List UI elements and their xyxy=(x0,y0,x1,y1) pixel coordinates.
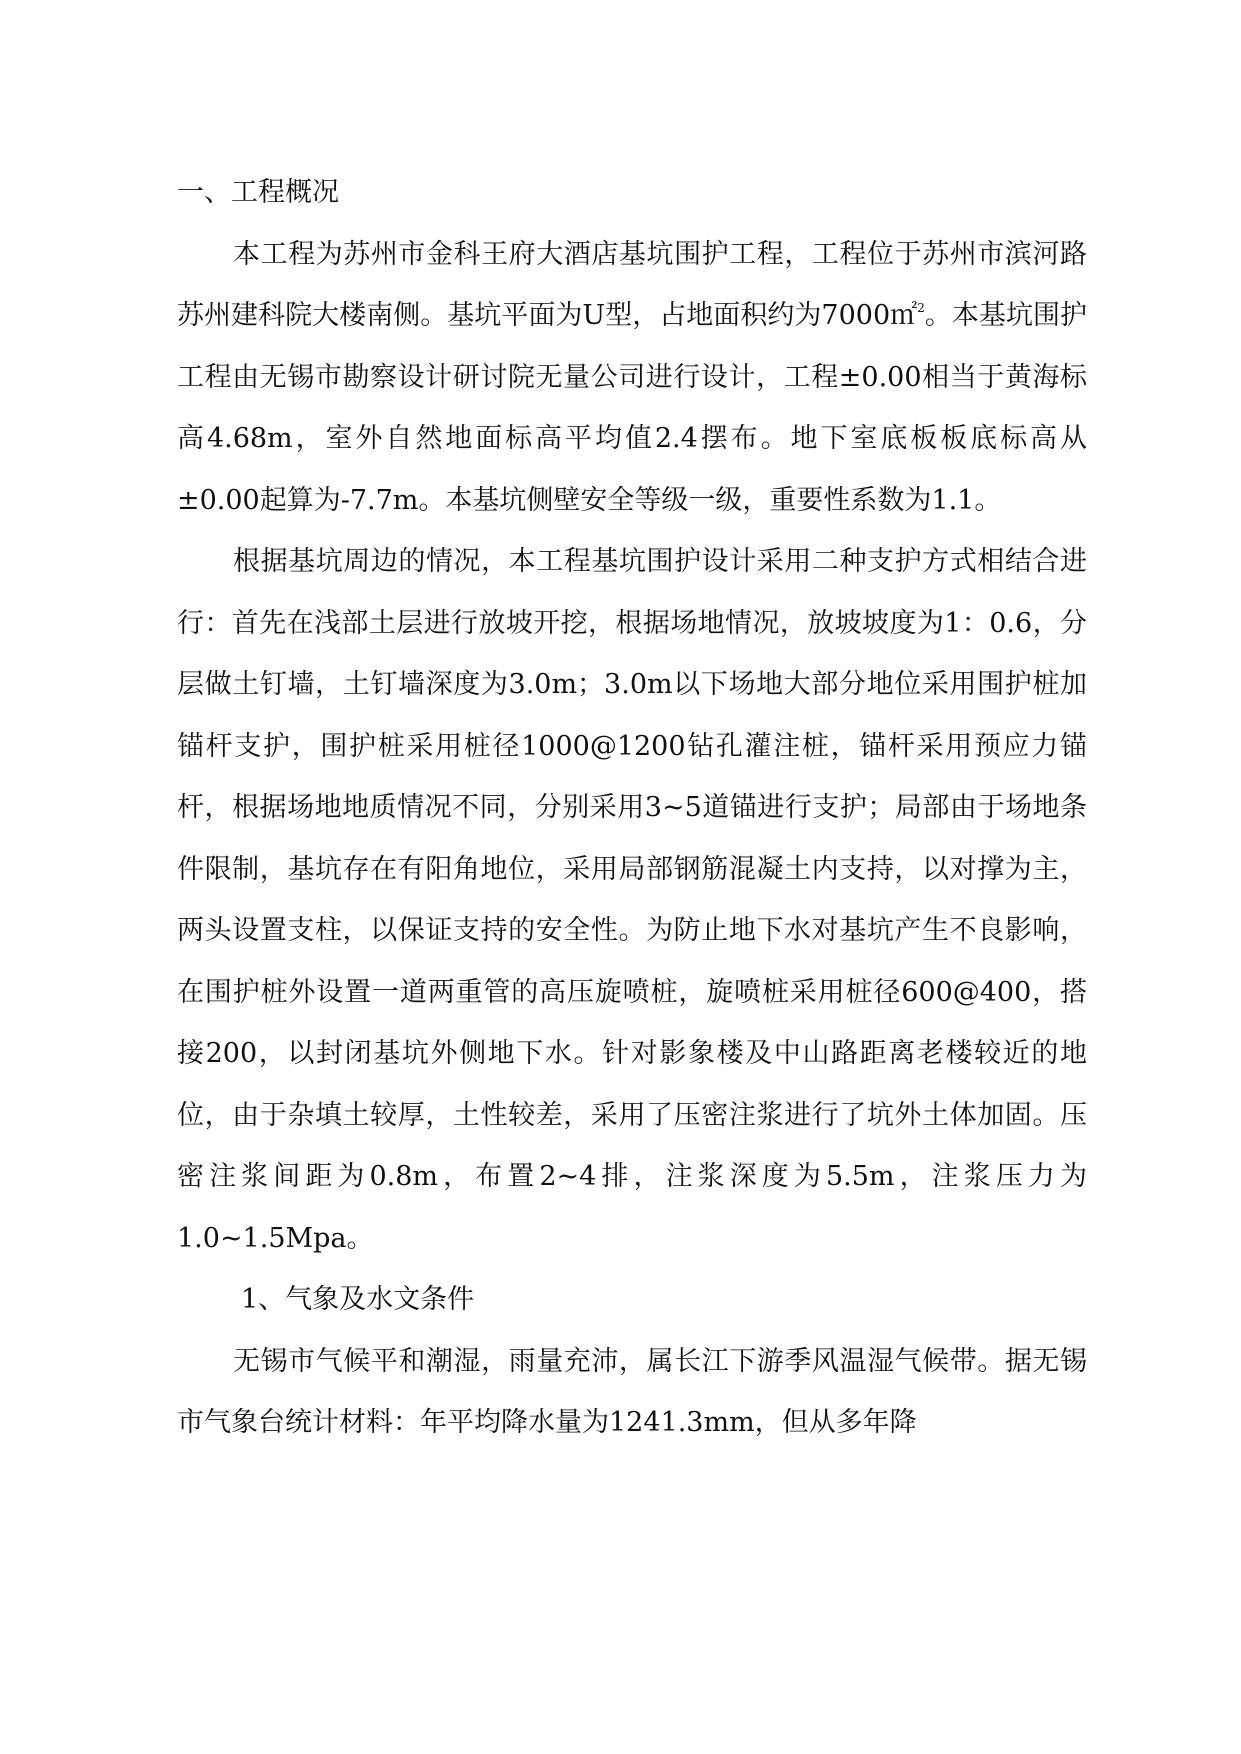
document-body xyxy=(177,162,1087,1454)
area-unit-superscript: 2 xyxy=(917,301,925,315)
section-heading: 一、工程概况 xyxy=(177,177,339,208)
subsection-heading: 1、气象及水文条件 xyxy=(241,1284,475,1315)
paragraph-climate: 无锡市气候平和潮湿，雨量充沛，属长江下游季风温湿气候带。据无锡市气象台统计材料：年平均降水量为1241.3mm，但从多年降 xyxy=(177,1345,1087,1438)
paragraph-support-scheme: 根据基坑周边的情况，本工程基坑围护设计采用二种支护方式相结合进行：首先在浅部土层进行放坡开挖，根据场地情况，放坡坡度为1：0.6，分层做土钉墙，土钉墙深度为3.0m；3.0m以下场地大部分地位采用围护桩加锚杆支护，围护桩采用桩径1000@1200钻孔灌注桩，锚杆采用预应力锚杆，根据场地地质情况不同，分别采用3~5道锚进行支护；局部由于场地条件限制，基坑存在有阳角地位，采用局部钢筋混凝土内支持，以对撑为主，两头设置支柱，以保证支持的安全性。为防止地下水对基坑产生不良影响，在围护桩外设置一道两重管的高压旋喷桩，旋喷桩采用桩径600@400，搭接200，以封闭基坑外侧地下水。针对影象楼及中山路距离老楼较近的地位，由于杂填土较厚，土性较差，采用了压密注浆进行了坑外土体加固。压密注浆间距为0.8m，布置2~4排，注浆深度为5.5m，注浆压力为1.0~1.5Mpa。 xyxy=(177,546,1087,1254)
paragraph-1-text-a: 本工程为苏州市金科王府大酒店基坑围护工程，工程位于苏州市滨河路苏州建科院大楼南侧。基坑平面为U型，占地面积约为7000㎡ xyxy=(177,238,1087,331)
paragraph-1-text-b: 。本基坑围护工程由无锡市勘察设计研讨院无量公司进行设计，工程±0.00相当于黄海标高4.68m，室外自然地面标高平均值2.4摆布。地下室底板板底标高从±0.00起算为-7.7m。本基坑侧壁安全等级一级，重要性系数为1.1。 xyxy=(177,300,1088,516)
paragraph-project-overview xyxy=(177,224,1087,532)
